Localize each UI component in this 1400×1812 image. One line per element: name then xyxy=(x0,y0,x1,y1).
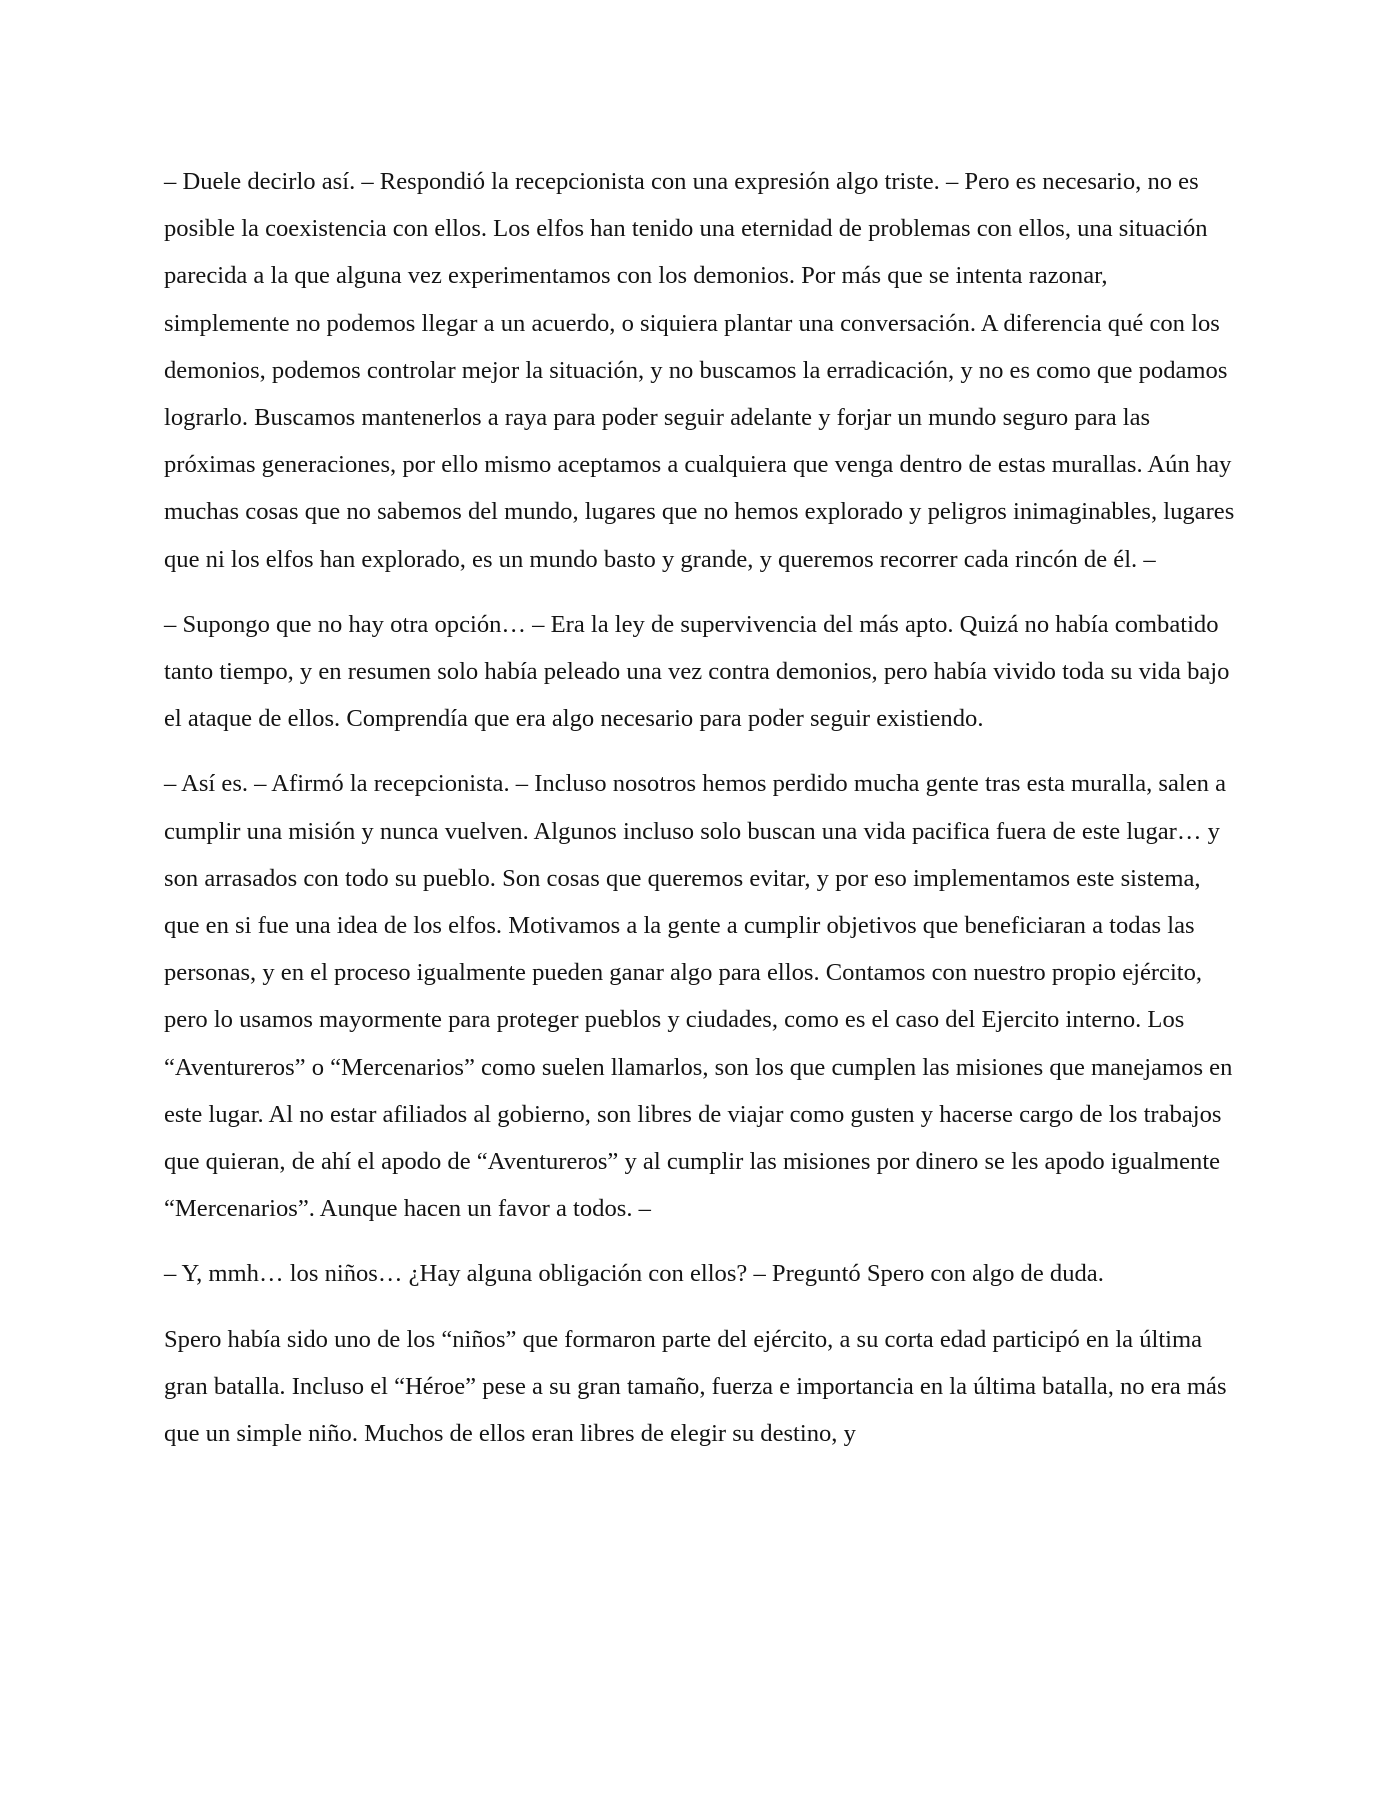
paragraph-3: – Así es. – Afirmó la recepcionista. – Incluso nosotros hemos perdido mucha gente tras esta muralla, salen a cumplir una misión y nunca vuelven. Algunos incluso solo buscan una vida pacifica fuera de este lugar… y son arrasados con todo su pueblo. Son cosas que queremos evitar, y por eso implementamos este sistema, que en si fue una idea de los elfos. Motivamos a la gente a cumplir objetivos que beneficiaran a todas las personas, y en el proceso igualmente pueden ganar algo para ellos. Contamos con nuestro propio ejército, pero lo usamos mayormente para proteger pueblos y ciudades, como es el caso del Ejercito interno. Los “Aventureros” o “Mercenarios” como suelen llamarlos, son los que cumplen las misiones que manejamos en este lugar. Al no estar afiliados al gobierno, son libres de viajar como gusten y hacerse cargo de los trabajos que quieran, de ahí el apodo de “Aventureros” y al cumplir las misiones por dinero se les apodo igualmente “Mercenarios”. Aunque hacen un favor a todos. – xyxy=(164,770,1233,1223)
paragraph-1: – Duele decirlo así. – Respondió la recepcionista con una expresión algo triste. – Pero es necesario, no es posible la coexistencia con ellos. Los elfos han tenido una eternidad de problemas con ellos, una situación parecida a la que alguna vez experimentamos con los demonios. Por más que se intenta razonar, simplemente no podemos llegar a un acuerdo, o siquiera plantar una conversación. A diferencia qué con los demonios, podemos controlar mejor la situación, y no buscamos la erradicación, y no es como que podamos lograrlo. Buscamos mantenerlos a raya para poder seguir adelante y forjar un mundo seguro para las próximas generaciones, por ello mismo aceptamos a cualquiera que venga dentro de estas murallas. Aún hay muchas cosas que no sabemos del mundo, lugares que no hemos explorado y peligros inimaginables, lugares que ni los elfos han explorado, es un mundo basto y grande, y queremos recorrer cada rincón de él. – xyxy=(164,168,1235,573)
paragraph-5: Spero había sido uno de los “niños” que formaron parte del ejército, a su corta edad participó en la última gran batalla. Incluso el “Héroe” pese a su gran tamaño, fuerza e importancia en la última batalla, no era más que un simple niño. Muchos de ellos eran libres de elegir su destino, y xyxy=(164,1325,1227,1448)
paragraph-2: – Supongo que no hay otra opción… – Era la ley de supervivencia del más apto. Quizá no había combatido tanto tiempo, y en resumen solo había peleado una vez contra demonios, pero había vivido toda su vida bajo el ataque de ellos. Comprendía que era algo necesario para poder seguir existiendo. xyxy=(164,610,1230,733)
paragraph-4: – Y, mmh… los niños… ¿Hay alguna obligación con ellos? – Preguntó Spero con algo de duda. xyxy=(164,1260,1104,1288)
document-body xyxy=(164,158,1239,1475)
